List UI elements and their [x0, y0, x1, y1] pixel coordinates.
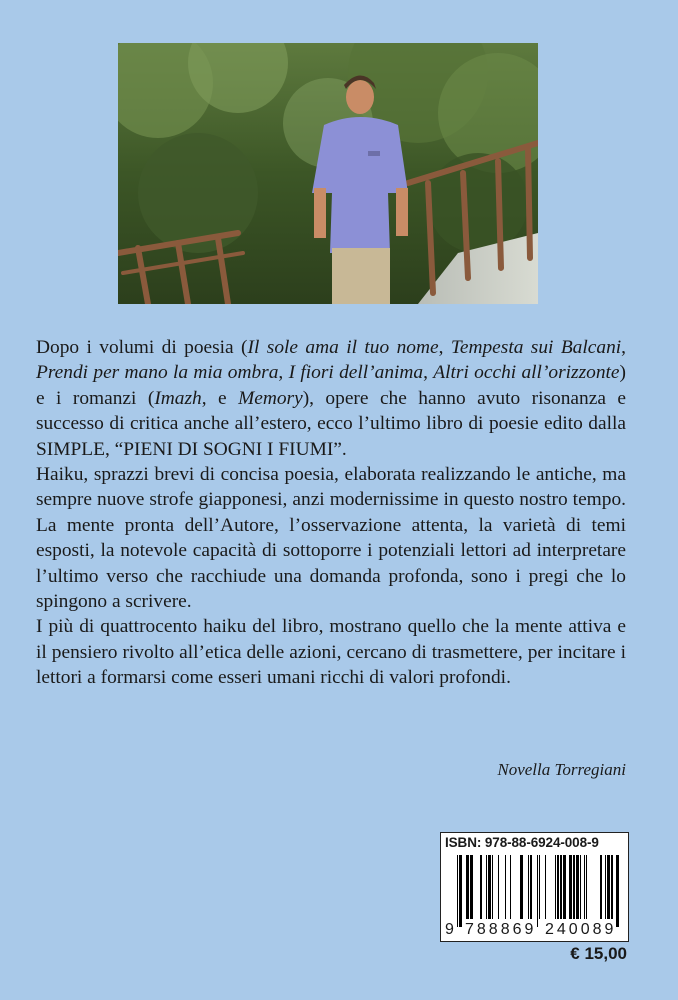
italic-title-run: Imazh — [154, 387, 202, 409]
barcode-bar — [470, 855, 473, 919]
italic-title-run: Altri occhi all’orizzonte — [433, 362, 620, 384]
barcode-bar — [545, 855, 546, 919]
text-run: ) e i romanzi ( — [36, 362, 626, 409]
text-run: , — [621, 337, 627, 358]
text-run: , — [438, 337, 451, 358]
barcode-bar — [520, 855, 523, 919]
barcode-bar — [466, 855, 469, 919]
barcode-digit-right: 240089 — [545, 921, 617, 938]
barcode-bar — [607, 855, 610, 919]
barcode-bar — [537, 855, 538, 927]
barcode-bar — [530, 855, 532, 919]
back-cover-blurb — [36, 335, 626, 691]
text-run: , — [278, 362, 289, 384]
italic-title-run: Prendi per mano la mia ombra — [36, 362, 279, 384]
barcode-bar — [576, 855, 579, 919]
italic-title-run: Tempesta sui Balcani — [450, 337, 622, 358]
barcode-bar — [492, 855, 493, 919]
barcode-bar — [560, 855, 562, 919]
text-run: Dopo i volumi di poesia ( — [36, 337, 248, 358]
barcode-digit-prefix: 9 — [445, 921, 454, 938]
barcode-bar — [488, 855, 491, 919]
italic-title-run: I fiori dell’anima — [288, 362, 424, 384]
italic-title-run: Memory — [238, 387, 303, 409]
barcode-bar — [586, 855, 587, 919]
blurb-paragraph-1 — [36, 335, 626, 462]
barcode-bar — [459, 855, 462, 927]
barcode-bar — [505, 855, 506, 919]
barcode-bar — [457, 855, 458, 927]
blurb-paragraph-2: Haiku, sprazzi brevi di concisa poesia, elaborata realizzando le antiche, ma sempre nuove strofe giapponesi, anzi modernissime in questo nostro tempo. La mente pronta dell’Autore, l’osservazione attenta, la varietà di temi esposti, la notevole capacità di sottoporre i potenziali lettori ad interpretare l’ultimo verso che racchiude una domanda profonda, sono i pregi che lo spingono a scrivere. — [36, 464, 626, 613]
barcode-bar — [605, 855, 606, 919]
barcode-bar — [510, 855, 511, 919]
barcode-bar — [539, 855, 540, 919]
barcode-bar — [498, 855, 499, 919]
review-signature: Novella Torregiani — [497, 760, 626, 779]
text-run: ), opere che hanno avuto risonanza e successo di critica anche all’estero, ecco l’ultimo libro di poesie edito dalla SIMPLE, “PIENI DI SOGNI I FIUMI”. — [36, 387, 626, 460]
barcode-bar — [580, 855, 581, 919]
barcode-bar — [573, 855, 575, 919]
blurb-paragraph-3: I più di quattrocento haiku del libro, mostrano quello che la mente attiva e il pensiero rivolto all’etica delle azioni, cercano di trasmettere, per incitare i lettori a formarsi come esseri umani ricchi di valori profondi. — [36, 616, 626, 689]
text-run: , e — [201, 387, 239, 409]
barcode-bar — [616, 855, 619, 927]
barcode-bar — [569, 855, 572, 919]
barcode-bar — [486, 855, 487, 919]
author-photo — [118, 43, 538, 304]
isbn-label: ISBN: 978-88-6924-008-9 — [445, 835, 599, 850]
price-label: € 15,00 — [570, 944, 627, 963]
barcode-bar — [584, 855, 585, 919]
barcode-bar — [600, 855, 602, 919]
barcode-bars — [447, 855, 623, 927]
italic-title-run: Il sole ama il tuo nome — [247, 337, 439, 358]
barcode-bar — [528, 855, 529, 919]
barcode-bar — [563, 855, 566, 919]
barcode-bar — [555, 855, 556, 919]
barcode-bar — [557, 855, 559, 919]
barcode-bar — [480, 855, 482, 919]
barcode-bar — [611, 855, 613, 919]
barcode-digit-left: 788869 — [465, 921, 537, 938]
isbn-barcode — [440, 832, 629, 942]
text-run: , — [423, 362, 434, 384]
